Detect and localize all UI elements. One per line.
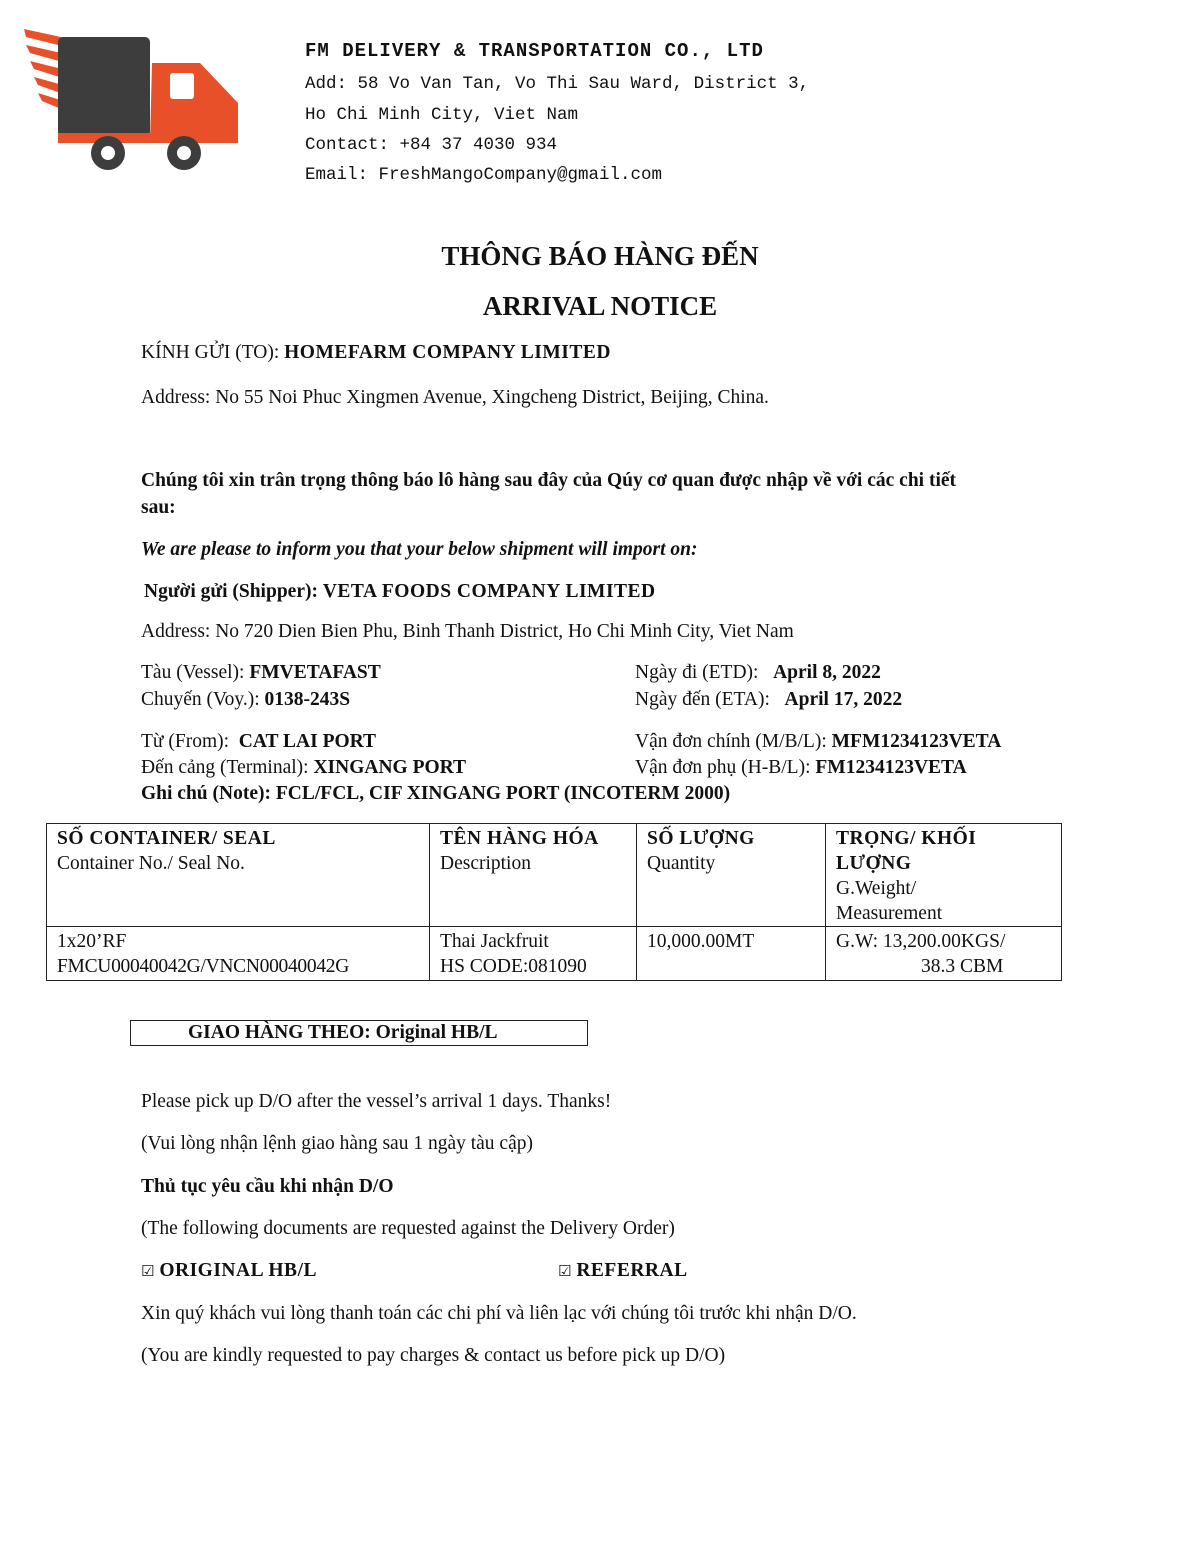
header-weight-en-line1: G.Weight/ (836, 878, 917, 899)
checkbox-checked-icon: ☑ (141, 1262, 155, 1280)
cell-weight (826, 927, 1062, 981)
checkbox-checked-icon: ☑ (558, 1262, 572, 1280)
header-container (47, 824, 430, 927)
eta-value: April 17, 2022 (784, 689, 903, 710)
vessel-value: FMVETAFAST (249, 662, 381, 683)
company-contact: Contact: +84 37 4030 934 (305, 135, 558, 155)
hs-code: HS CODE:081090 (440, 956, 587, 977)
hbl-line (635, 757, 967, 779)
pickup-instruction-en: Please pick up D/O after the vessel’s arrival 1 days. Thanks! (141, 1091, 612, 1112)
header-description-en: Description (440, 853, 531, 874)
voyage-line (141, 689, 350, 711)
etd-label: Ngày đi (ETD): (635, 662, 759, 683)
mbl-value: MFM1234123VETA (831, 731, 1002, 752)
title-vietnamese: THÔNG BÁO HÀNG ĐẾN (441, 241, 759, 271)
from-line (141, 731, 376, 753)
recipient-address: Address: No 55 Noi Phuc Xingmen Avenue, Xingcheng District, Beijing, China. (141, 387, 769, 408)
shipper-name: VETA FOODS COMPANY LIMITED (322, 581, 656, 602)
terminal-line (141, 757, 466, 779)
intro-english: We are please to inform you that your below shipment will import on: (141, 539, 698, 560)
company-address-line2: Ho Chi Minh City, Viet Nam (305, 105, 579, 125)
procedure-title: Thủ tục yêu cầu khi nhận D/O (141, 1176, 394, 1197)
container-type: 1x20’RF (57, 931, 127, 952)
shipper-line (144, 581, 656, 603)
cab-window-shape (170, 73, 194, 99)
checklist-item-original-hbl (141, 1260, 317, 1282)
table-header-row (47, 824, 1062, 927)
header-description (430, 824, 637, 927)
table-row (47, 927, 1062, 981)
voyage-value: 0138-243S (264, 689, 351, 710)
hbl-label: Vận đơn phụ (H-B/L): (635, 757, 811, 778)
from-label: Từ (From): (141, 731, 230, 752)
checklist-item-referral (558, 1260, 688, 1282)
cargo-box-shape (58, 37, 150, 137)
eta-line (635, 689, 902, 711)
cell-description (430, 927, 637, 981)
truck-logo-icon (22, 25, 244, 175)
container-seal-number: FMCU00040042G/VNCN00040042G (57, 956, 350, 977)
etd-line (635, 662, 881, 684)
company-email: Email: FreshMangoCompany@gmail.com (305, 165, 663, 185)
measurement: 38.3 CBM (921, 956, 1004, 977)
title-english: ARRIVAL NOTICE (482, 291, 718, 321)
vessel-line (141, 662, 381, 684)
shipment-note: Ghi chú (Note): FCL/FCL, CIF XINGANG PORT (INCOTERM 2000) (141, 783, 731, 804)
payment-note-en: (You are kindly requested to pay charges & contact us before pick up D/O) (141, 1345, 726, 1366)
pickup-instruction-vi: (Vui lòng nhận lệnh giao hàng sau 1 ngày tàu cập) (141, 1133, 533, 1154)
recipient-name: HOMEFARM COMPANY LIMITED (284, 342, 611, 363)
terminal-label: Đến cảng (Terminal): (141, 757, 309, 778)
eta-label: Ngày đến (ETA): (635, 689, 770, 710)
header-quantity (637, 824, 826, 927)
voyage-label: Chuyến (Voy.): (141, 689, 260, 710)
delivery-basis-box: GIAO HÀNG THEO: Original HB/L (130, 1020, 588, 1046)
goods-table (46, 823, 1062, 981)
gross-weight: G.W: 13,200.00KGS/ (836, 931, 1006, 952)
goods-name: Thai Jackfruit (440, 931, 549, 952)
payment-note-vi: Xin quý khách vui lòng thanh toán các chi phí và liên lạc với chúng tôi trước khi nhận D/O. (141, 1303, 857, 1324)
header-weight-en-line2: Measurement (836, 903, 943, 924)
terminal-value: XINGANG PORT (313, 757, 467, 778)
procedure-description: (The following documents are requested against the Delivery Order) (141, 1218, 675, 1239)
cell-quantity (637, 927, 826, 981)
header-quantity-en: Quantity (647, 853, 716, 874)
header-container-vi: SỐ CONTAINER/ SEAL (57, 828, 276, 849)
checklist-label: REFERRAL (576, 1260, 688, 1281)
company-name: FM DELIVERY & TRANSPORTATION CO., LTD (305, 40, 764, 62)
recipient-label: KÍNH GỬI (TO): (141, 342, 280, 363)
shipper-address: Address: No 720 Dien Bien Phu, Binh Thanh District, Ho Chi Minh City, Viet Nam (141, 621, 794, 642)
header-quantity-vi: SỐ LƯỢNG (647, 828, 755, 849)
etd-value: April 8, 2022 (773, 662, 881, 683)
vessel-label: Tàu (Vessel): (141, 662, 245, 683)
cell-container (47, 927, 430, 981)
company-address-line1: Add: 58 Vo Van Tan, Vo Thi Sau Ward, District 3, (305, 74, 810, 94)
header-weight (826, 824, 1062, 927)
header-description-vi: TÊN HÀNG HÓA (440, 828, 599, 849)
header-container-en: Container No./ Seal No. (57, 853, 245, 874)
hbl-value: FM1234123VETA (815, 757, 967, 778)
mbl-label: Vận đơn chính (M/B/L): (635, 731, 827, 752)
intro-vietnamese-line1: Chúng tôi xin trân trọng thông báo lô hàng sau đây của Qúy cơ quan được nhập về với các chi tiết (141, 470, 957, 491)
shipper-label: Người gửi (Shipper): (144, 581, 318, 602)
cab-shape (150, 63, 238, 143)
recipient-line (141, 342, 611, 364)
quantity-value: 10,000.00MT (647, 931, 755, 952)
from-value: CAT LAI PORT (238, 731, 377, 752)
mbl-line (635, 731, 1001, 753)
intro-vietnamese-line2: sau: (141, 497, 176, 518)
header-weight-vi-line2: LƯỢNG (836, 853, 912, 874)
header-weight-vi-line1: TRỌNG/ KHỐI (836, 828, 977, 849)
checklist-label: ORIGINAL HB/L (159, 1260, 317, 1281)
chassis-shape (58, 133, 238, 143)
